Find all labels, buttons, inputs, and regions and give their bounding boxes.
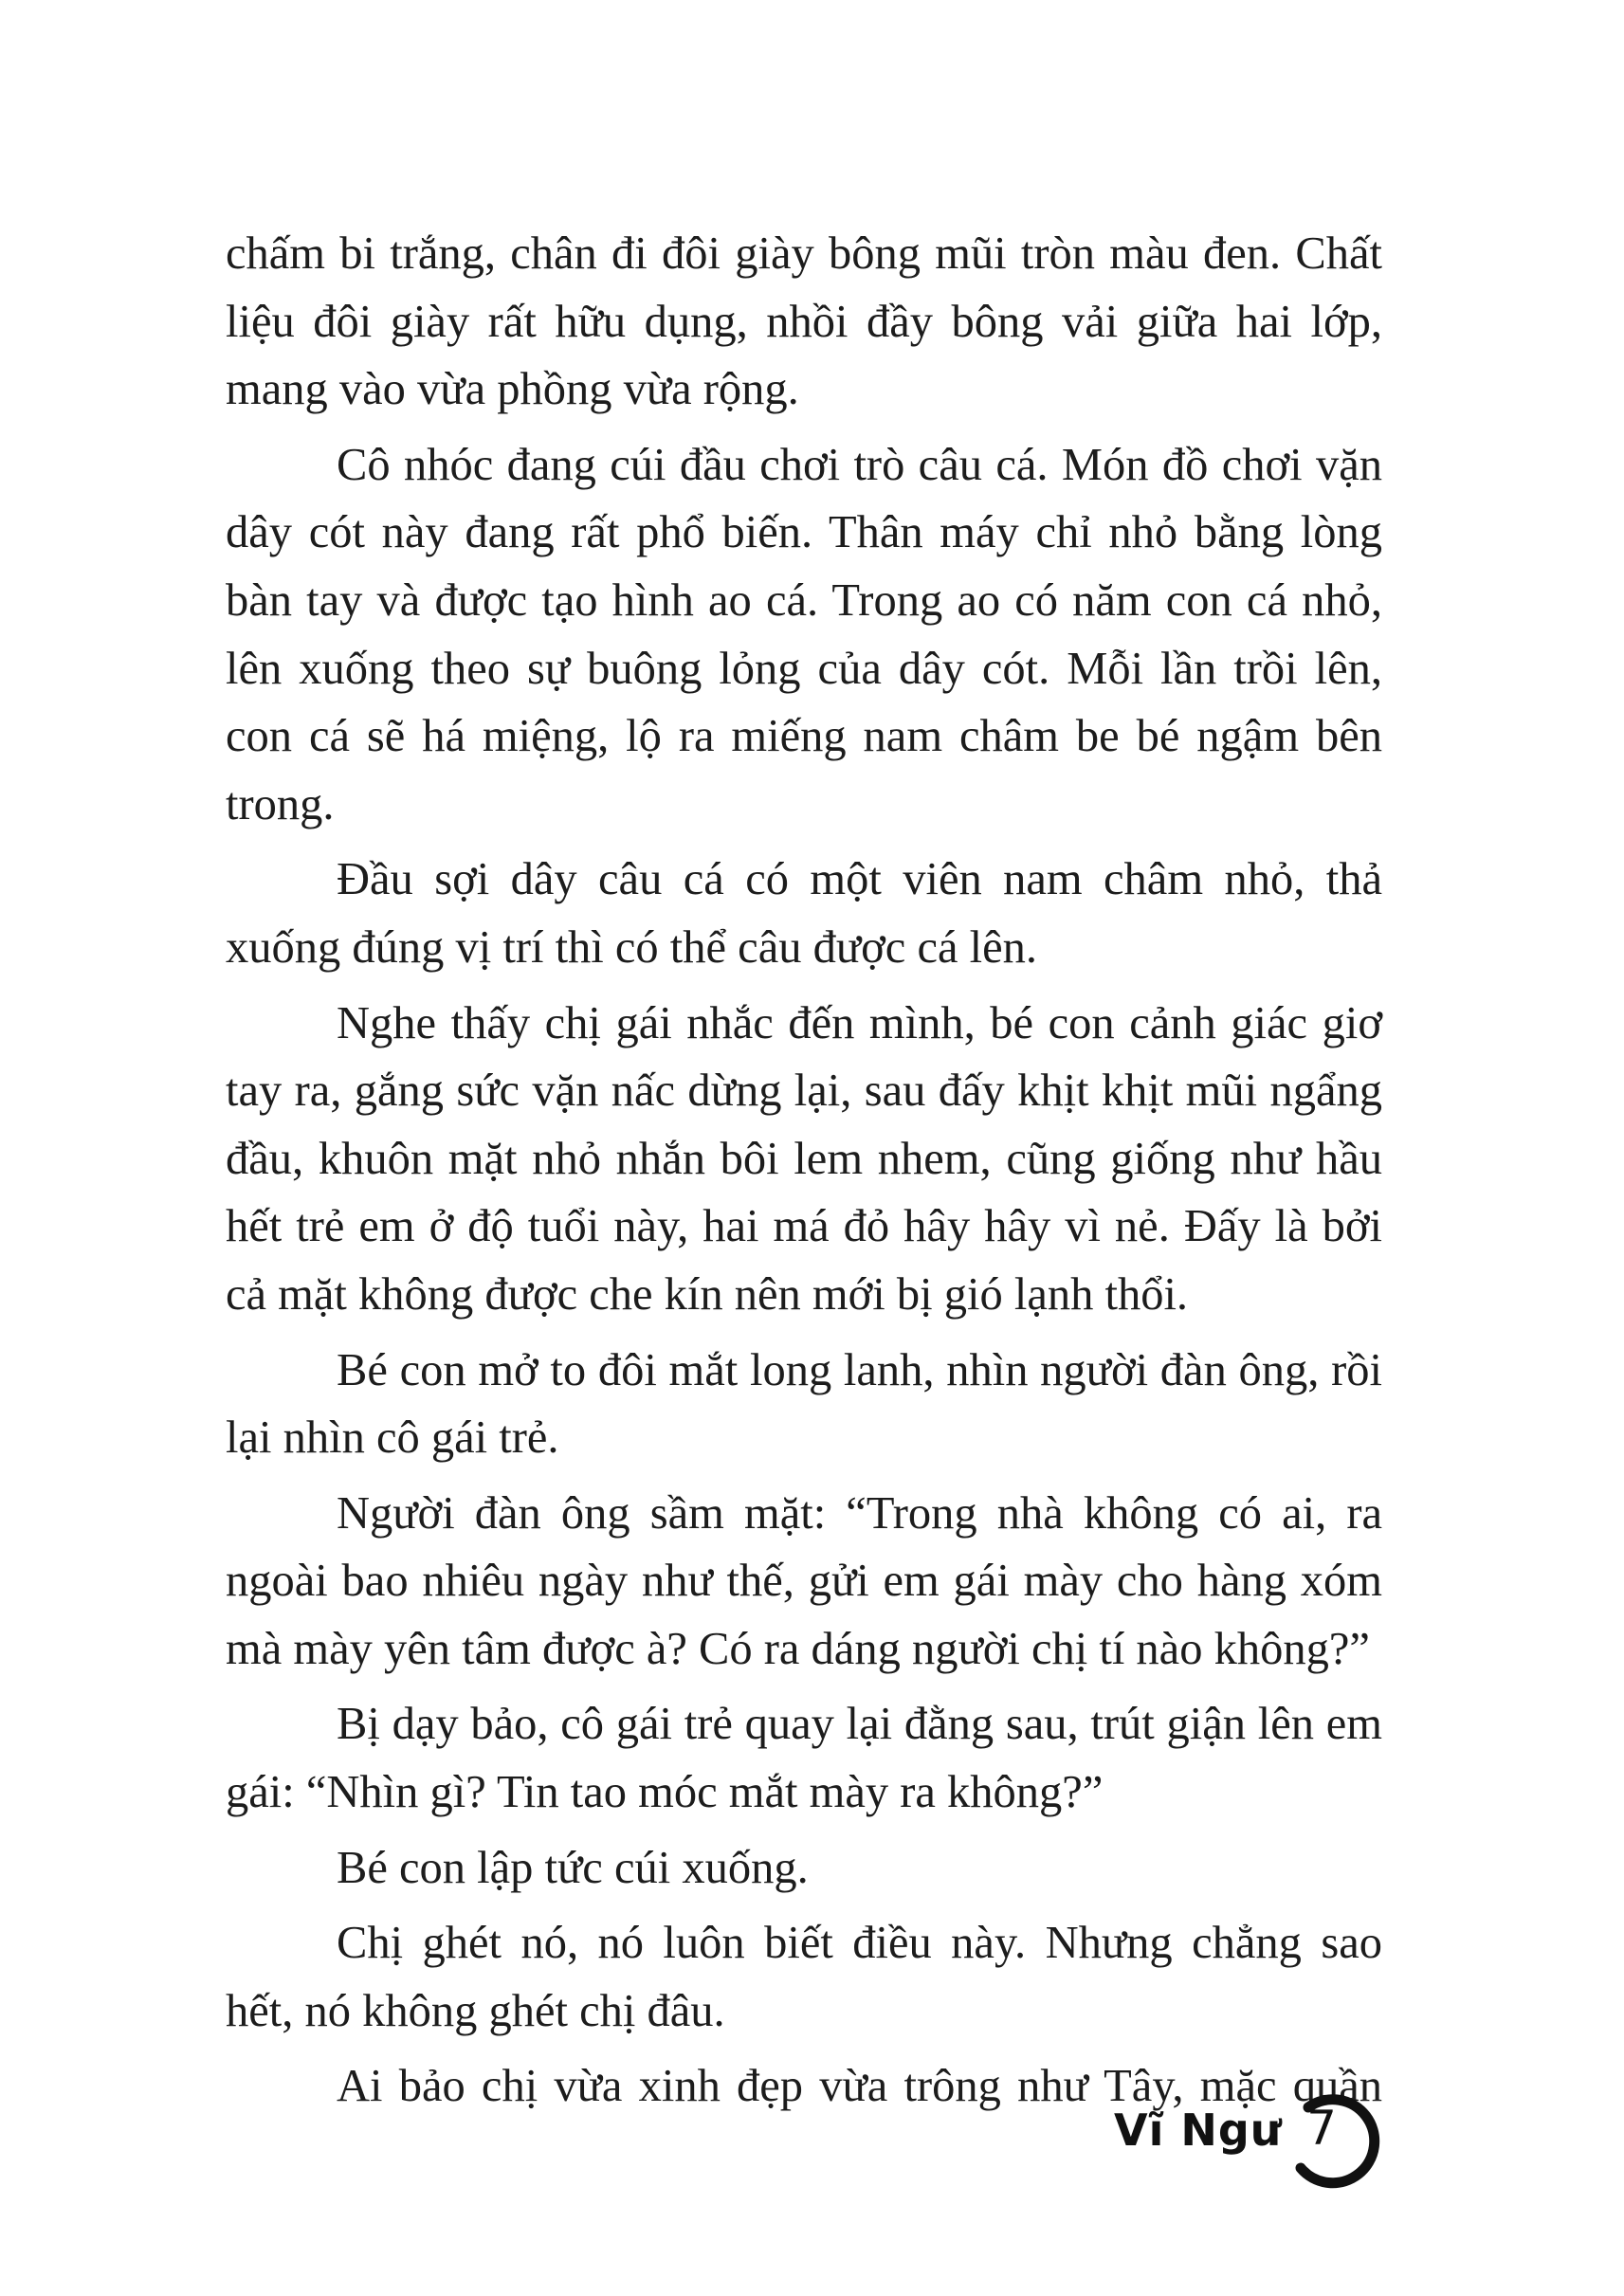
paragraph-1: chấm bi trắng, chân đi đôi giày bông mũi tròn màu đen. Chất liệu đôi giày rất hữu dụng, nhồi đầy bông vải giữa hai lớp, mang vào vừa phồng vừa rộng. xyxy=(226,228,1382,415)
page-footer xyxy=(1114,2086,1398,2199)
paragraph-3: Đầu sợi dây câu cá có một viên nam châm nhỏ, thả xuống đúng vị trí thì có thể câu được cá lên. xyxy=(226,854,1382,973)
paragraph-2: Cô nhóc đang cúi đầu chơi trò câu cá. Món đồ chơi vặn dây cót này đang rất phổ biến. Thân máy chỉ nhỏ bằng lòng bàn tay và được tạo hình ao cá. Trong ao có năm con cá nhỏ, lên xuống theo sự buông lỏng của dây cót. Mỗi lần trồi lên, con cá sẽ há miệng, lộ ra miếng nam châm be bé ngậm bên trong. xyxy=(226,439,1382,829)
paragraph-8: Bé con lập tức cúi xuống. xyxy=(337,1842,809,1893)
paragraph-9: Chị ghét nó, nó luôn biết điều này. Nhưng chẳng sao hết, nó không ghét chị đâu. xyxy=(226,1918,1382,2036)
paragraph-7: Bị dạy bảo, cô gái trẻ quay lại đằng sau, trút giận lên em gái: “Nhìn gì? Tin tao móc mắt mày ra không?” xyxy=(226,1699,1382,1818)
body-text xyxy=(226,220,1382,2128)
paragraph-4: Nghe thấy chị gái nhắc đến mình, bé con cảnh giác giơ tay ra, gắng sức vặn nấc dừng lại, sau đấy khịt khịt mũi ngẩng đầu, khuôn mặt nhỏ nhắn bôi lem nhem, cũng giống như hầu hết trẻ em ở độ tuổi này, hai má đỏ hây hây vì nẻ. Đấy là bởi cả mặt không được che kín nên mới bị gió lạnh thổi. xyxy=(226,997,1382,1320)
book-title: Vĩ Ngư xyxy=(1114,2105,1283,2156)
page-number: 7 xyxy=(1306,2101,1337,2156)
paragraph-6: Người đàn ông sầm mặt: “Trong nhà không có ai, ra ngoài bao nhiêu ngày như thế, gửi em gái mày cho hàng xóm mà mày yên tâm được à? Có ra dáng người chị tí nào không?” xyxy=(226,1487,1382,1674)
paragraph-5: Bé con mở to đôi mắt long lanh, nhìn người đàn ông, rồi lại nhìn cô gái trẻ. xyxy=(226,1344,1382,1464)
paragraph-10: Ai bảo chị vừa xinh đẹp vừa trông như Tây, mặc quần xyxy=(337,2061,1382,2112)
